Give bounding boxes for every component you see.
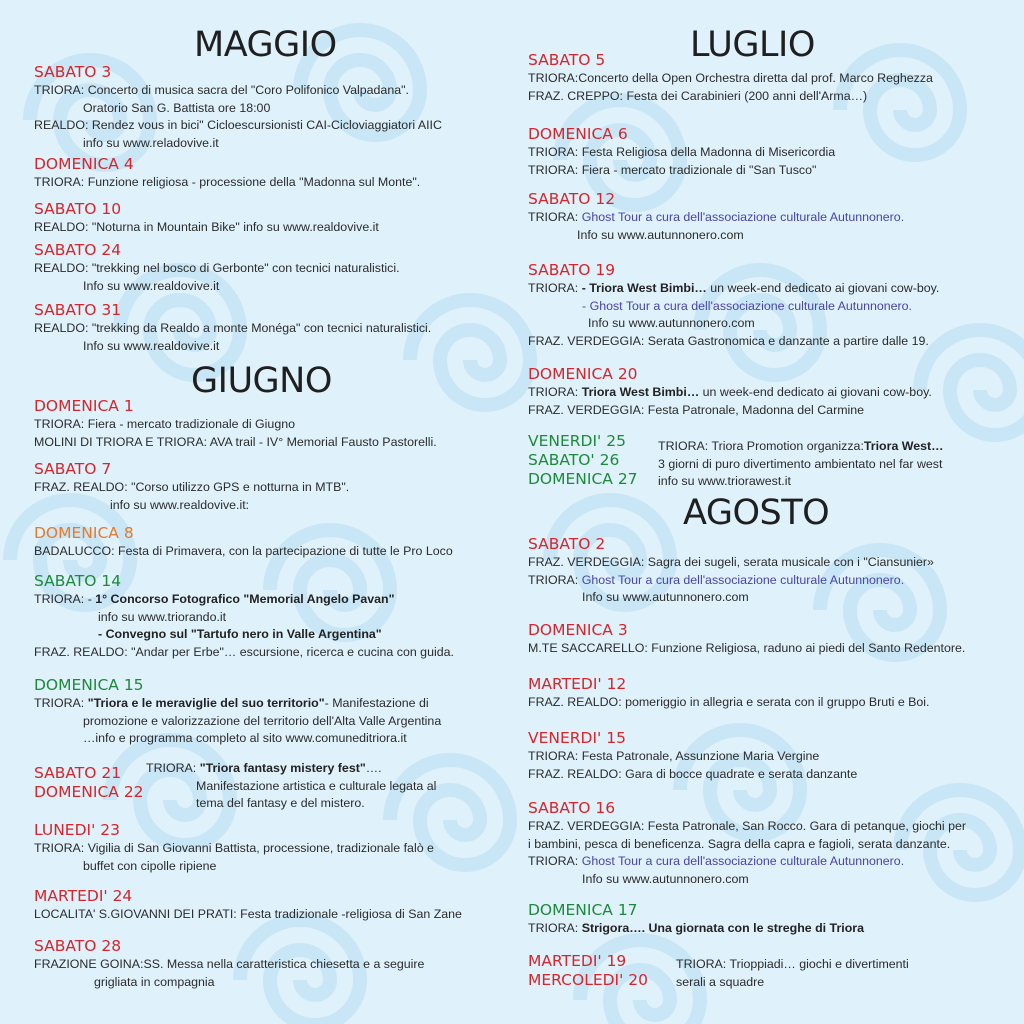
event-line-prefix: TRIORA: -: [34, 592, 96, 606]
event-line: TRIORA: Vigilia di San Giovanni Battista, processione, tradizionale falò e: [34, 841, 434, 855]
event-agosto-domenica-3: [528, 620, 1008, 658]
event-line: FRAZ. CREPPO: Festa dei Carabinieri (200 anni dell'Arma…): [528, 88, 868, 103]
event-dates: [528, 952, 648, 990]
event-line-prefix: TRIORA:: [528, 281, 582, 295]
event-line: MOLINI DI TRIORA E TRIORA: AVA trail - IV° Memorial Fausto Pastorelli.: [34, 434, 437, 449]
event-date: SABATO 21: [34, 764, 122, 782]
event-date: MARTEDI' 19: [528, 952, 627, 970]
event-maggio-domenica-4: [34, 154, 504, 192]
event-date: MARTEDI' 12: [528, 675, 627, 693]
event-giugno-sabato-14: [34, 571, 504, 661]
event-highlight: "Triora e le meraviglie del suo territorio": [87, 696, 325, 710]
event-date: DOMENICA 20: [528, 365, 638, 383]
event-date: SABATO 3: [34, 63, 112, 81]
event-maggio-sabato-3: [34, 62, 504, 152]
event-giugno-sabato-28: [34, 936, 504, 991]
event-line: promozione e valorizzazione del territorio dell'Alta Valle Argentina: [83, 713, 442, 728]
event-line: [528, 853, 1008, 871]
event-line: FRAZIONE GOINA:SS. Messa nella caratteristica chiesetta e a seguire: [34, 957, 425, 971]
event-date: DOMENICA 22: [34, 783, 144, 801]
event-line: FRAZ. REALDO: "Corso utilizzo GPS e notturna in MTB".: [34, 480, 350, 494]
event-luglio-venerdi-25-domenica-27: [528, 432, 1008, 494]
event-luglio-domenica-20: [528, 364, 1008, 419]
event-line: info su www.triorawest.it: [658, 474, 791, 488]
event-date: SABATO 24: [34, 241, 122, 259]
event-agosto-domenica-17: [528, 900, 1008, 938]
event-line: Info su www.autunnonero.com: [582, 590, 749, 604]
event-date: MERCOLEDI' 20: [528, 971, 649, 989]
event-line-suffix: un week-end dedicato ai giovani cow-boy.: [699, 385, 932, 399]
event-line-prefix: TRIORA:: [528, 854, 582, 868]
event-agosto-sabato-2: [528, 534, 1008, 607]
event-line: tema del fantasy e del mistero.: [196, 796, 365, 810]
event-maggio-sabato-31: [34, 300, 504, 355]
event-line-prefix: TRIORA:: [528, 385, 582, 399]
event-line: Manifestazione artistica e culturale legata al: [196, 778, 437, 793]
event-line: [34, 591, 504, 609]
event-line-prefix: TRIORA:: [34, 696, 88, 710]
event-date: DOMENICA 6: [528, 125, 628, 143]
event-line: serali a squadre: [676, 974, 765, 989]
event-line: info su www.reladovive.it: [83, 135, 219, 150]
event-text: [658, 438, 944, 491]
event-line-suffix: un week-end dedicato ai giovani cow-boy.: [706, 281, 940, 295]
event-line: LOCALITA' S.GIOVANNI DEI PRATI: Festa tradizionale -religiosa di San Zane: [34, 907, 462, 921]
event-highlight: Triora West Bimbi…: [581, 385, 700, 399]
event-dates: [528, 432, 638, 489]
event-line: Info su www.autunnonero.com: [577, 227, 744, 242]
event-highlight: - Convegno sul "Tartufo nero in Valle Argentina": [98, 627, 382, 641]
event-date: SABATO 16: [528, 799, 616, 817]
event-giugno-lunedi-23: [34, 820, 504, 875]
event-line: FRAZ. VERDEGGIA: Sagra dei sugeli, serata musicale con i "Ciansunier»: [528, 555, 934, 569]
event-line: TRIORA: Concerto di musica sacra del "Coro Polifonico Valpadana".: [34, 83, 409, 97]
event-line: TRIORA:Concerto della Open Orchestra diretta dal prof. Marco Reghezza: [528, 71, 933, 85]
event-line: FRAZ. REALDO: Gara di bocce quadrate e serata danzante: [528, 766, 858, 781]
event-highlight: Ghost Tour a cura dell'associazione culturale Autunnonero.: [581, 854, 905, 868]
event-agosto-martedi-12: [528, 674, 1008, 712]
event-line: FRAZ. VERDEGGIA: Festa Patronale, Madonna del Carmine: [528, 402, 865, 417]
month-title-luglio: LUGLIO: [690, 25, 815, 65]
event-dates: [34, 764, 144, 802]
event-date: SABATO 2: [528, 535, 606, 553]
event-line-prefix: TRIORA: Triora Promotion organizza:: [658, 439, 864, 453]
event-date: SABATO 19: [528, 261, 616, 279]
event-date: VENERDI' 15: [528, 729, 626, 747]
event-line: TRIORA: Fiera - mercato tradizionale di "San Tusco": [528, 162, 817, 177]
event-giugno-domenica-8: [34, 523, 504, 561]
event-line: TRIORA: Festa Religiosa della Madonna di Misericordia: [528, 145, 836, 159]
event-line: FRAZ. REALDO: "Andar per Erbe"… escursione, ricerca e cucina con guida.: [34, 644, 454, 659]
event-highlight: 1° Concorso Fotografico "Memorial Angelo Pavan": [95, 592, 395, 606]
event-maggio-sabato-10: [34, 199, 504, 237]
event-line: [528, 384, 1008, 402]
event-line: Info su www.realdovive.it: [83, 338, 220, 353]
event-text: [146, 760, 436, 813]
event-line: buffet con cipolle ripiene: [83, 858, 217, 873]
event-date: DOMENICA 1: [34, 397, 134, 415]
event-highlight: Ghost Tour a cura dell'associazione culturale Autunnonero.: [581, 210, 905, 224]
month-title-giugno: GIUGNO: [191, 361, 332, 401]
event-line: M.TE SACCARELLO: Funzione Religiosa, raduno ai piedi del Santo Redentore.: [528, 641, 966, 655]
event-line: REALDO: "Noturna in Mountain Bike" info su www.realdovive.it: [34, 220, 379, 234]
event-agosto-martedi-19-mercoledi-20: [528, 952, 1008, 994]
event-date: DOMENICA 3: [528, 621, 628, 639]
event-line: TRIORA: Festa Patronale, Assunzione Maria Vergine: [528, 749, 820, 763]
event-date: DOMENICA 27: [528, 470, 638, 488]
event-line: FRAZ. VERDEGGIA: Festa Patronale, San Rocco. Gara di petanque, giochi per: [528, 819, 967, 833]
event-line: …info e programma completo al sito www.comuneditriora.it: [83, 731, 407, 745]
event-giugno-domenica-1: [34, 396, 504, 451]
event-highlight: "Triora fantasy mistery fest": [199, 761, 366, 775]
event-giugno-martedi-24: [34, 886, 504, 924]
event-date: SABATO 28: [34, 937, 122, 955]
event-line: FRAZ. VERDEGGIA: Serata Gastronomica e danzante a partire dalle 19.: [528, 333, 929, 348]
event-giugno-sabato-7: [34, 459, 504, 514]
event-line: [528, 572, 1008, 590]
event-agosto-sabato-16: [528, 798, 1008, 888]
event-line: grigliata in compagnia: [94, 974, 215, 989]
event-line: info su www.realdovive.it:: [110, 497, 250, 512]
event-line: [34, 695, 504, 713]
event-date: SABATO 10: [34, 200, 122, 218]
event-line-prefix: TRIORA:: [528, 921, 582, 935]
event-line: info su www.triorando.it: [98, 609, 227, 624]
event-line: BADALUCCO: Festa di Primavera, con la partecipazione di tutte le Pro Loco: [34, 544, 453, 558]
event-line-prefix: TRIORA:: [528, 210, 582, 224]
event-date: DOMENICA 8: [34, 524, 134, 542]
event-line: [658, 438, 944, 456]
event-line-suffix: ….: [365, 761, 382, 775]
event-line: Info su www.autunnonero.com: [588, 316, 755, 330]
event-giugno-sabato-21-domenica-22: [34, 760, 504, 820]
event-line: [146, 760, 436, 778]
event-date: SABATO 12: [528, 190, 616, 208]
event-line: Oratorio San G. Battista ore 18:00: [83, 100, 271, 115]
event-line: [528, 209, 1008, 227]
event-line: i bambini, pesca di beneficenza. Sagra della capra e fagioli, serata danzante.: [528, 836, 951, 851]
event-line-prefix: TRIORA:: [146, 761, 200, 775]
event-line: TRIORA: Fiera - mercato tradizionale di Giugno: [34, 417, 295, 431]
event-date: DOMENICA 4: [34, 155, 134, 173]
event-line: Info su www.realdovive.it: [83, 278, 220, 293]
event-luglio-domenica-6: [528, 124, 1008, 179]
event-date: SABATO 14: [34, 572, 122, 590]
event-line: TRIORA: Trioppiadi… giochi e divertimenti: [676, 957, 909, 971]
event-date: MARTEDI' 24: [34, 887, 133, 905]
event-highlight: Strigora…. Una giornata con le streghe di Triora: [581, 921, 864, 935]
event-date: DOMENICA 15: [34, 676, 144, 694]
event-date: VENERDI' 25: [528, 432, 626, 450]
event-line: FRAZ. REALDO: pomeriggio in allegria e serata con il gruppo Bruti e Boi.: [528, 695, 930, 709]
month-title-agosto: AGOSTO: [683, 493, 830, 533]
event-text: [676, 956, 909, 991]
event-highlight: Ghost Tour a cura dell'associazione culturale Autunnonero.: [581, 572, 905, 587]
event-highlight: - Ghost Tour a cura dell'associazione culturale Autunnonero.: [582, 298, 912, 313]
event-line: 3 giorni di puro divertimento ambientato nel far west: [658, 456, 943, 471]
event-line: [528, 920, 1008, 938]
event-date: SABATO 31: [34, 301, 122, 319]
event-line: [528, 280, 1008, 298]
event-highlight: - Triora West Bimbi…: [581, 281, 707, 295]
month-title-maggio: MAGGIO: [194, 25, 337, 65]
event-giugno-domenica-15: [34, 675, 504, 748]
event-line: REALDO: Rendez vous in bici" Cicloescursionisti CAI-Cicloviaggiatori AIIC: [34, 118, 442, 132]
event-date: SABATO 7: [34, 460, 112, 478]
event-highlight: Triora West…: [863, 439, 944, 453]
event-line: REALDO: "trekking da Realdo a monte Monéga" con tecnici naturalistici.: [34, 321, 432, 335]
event-line: Info su www.autunnonero.com: [582, 871, 749, 886]
event-luglio-sabato-5: [528, 50, 1008, 105]
event-luglio-sabato-12: [528, 189, 1008, 244]
event-agosto-venerdi-15: [528, 728, 1008, 783]
event-line: TRIORA: Funzione religiosa - processione della "Madonna sul Monte".: [34, 175, 421, 189]
event-date: DOMENICA 17: [528, 901, 638, 919]
event-date: LUNEDI' 23: [34, 821, 121, 839]
event-date: SABATO 5: [528, 51, 606, 69]
event-maggio-sabato-24: [34, 240, 504, 295]
event-date: SABATO' 26: [528, 451, 620, 469]
event-luglio-sabato-19: [528, 260, 1008, 350]
event-line-prefix: TRIORA:: [528, 572, 582, 587]
event-line-suffix: - Manifestazione di: [324, 696, 429, 710]
event-line: REALDO: "trekking nel bosco di Gerbonte" con tecnici naturalistici.: [34, 261, 400, 275]
